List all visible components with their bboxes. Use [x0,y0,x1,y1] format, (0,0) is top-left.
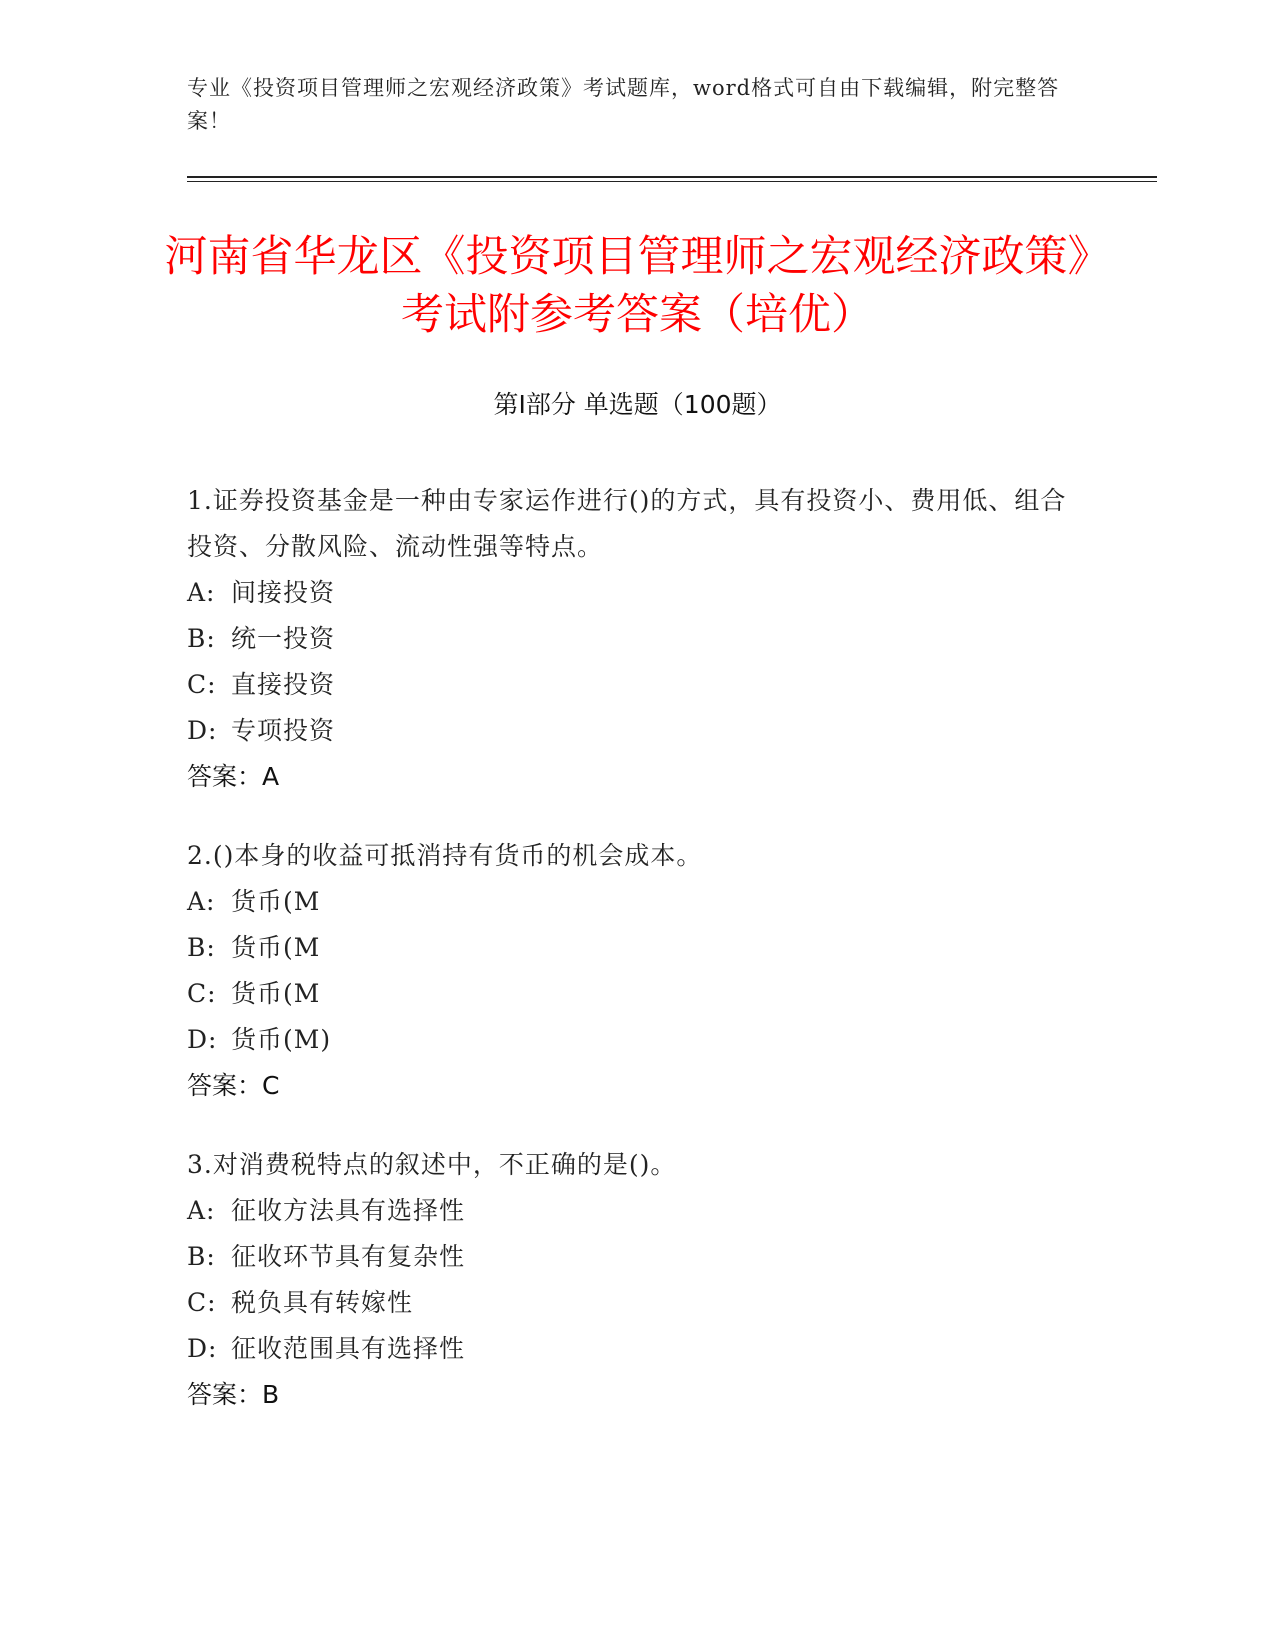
option-letter: B: [187,933,216,962]
option-text: 征收范围具有选择性 [231,1334,466,1363]
option-letter: A: [187,1196,216,1225]
option-text: 货币(M [231,933,321,962]
header-note: 专业《投资项目管理师之宏观经济政策》考试题库，word格式可自由下载编辑，附完整答案！ [187,76,1060,133]
header-divider [187,176,1157,178]
option-c [187,1280,1087,1326]
option-b [187,616,1087,662]
question-stem: 1.证券投资基金是一种由专家运作进行()的方式，具有投资小、费用低、组合投资、分散风险、流动性强等特点。 [187,486,1067,561]
option-c [187,971,1087,1017]
answer-line: 答案：A [187,762,280,791]
option-text: 统一投资 [231,624,336,653]
option-letter: D: [187,1334,218,1363]
option-text: 间接投资 [231,578,336,607]
question-2 [187,833,1087,1109]
option-c [187,662,1087,708]
section-title: 第Ⅰ部分 单选题（100题） [493,390,782,419]
option-letter: C: [187,670,217,699]
option-d [187,1326,1087,1372]
question-3 [187,1142,1087,1418]
option-letter: D: [187,716,218,745]
option-letter: C: [187,979,217,1008]
option-a [187,879,1087,925]
option-d [187,708,1087,754]
question-stem: 3.对消费税特点的叙述中，不正确的是()。 [187,1150,677,1179]
option-text: 直接投资 [231,670,336,699]
answer-line: 答案：C [187,1071,280,1100]
option-text: 税负具有转嫁性 [231,1288,414,1317]
option-d [187,1017,1087,1063]
question-list [187,478,1087,1451]
option-letter: B: [187,1242,216,1271]
option-text: 货币(M [231,887,321,916]
question-1 [187,478,1087,800]
option-text: 专项投资 [231,716,336,745]
answer-line: 答案：B [187,1380,280,1409]
question-stem: 2.()本身的收益可抵消持有货币的机会成本。 [187,841,703,870]
document-title: 河南省华龙区《投资项目管理师之宏观经济政策》考试附参考答案（培优） [164,232,1111,340]
option-text: 征收环节具有复杂性 [231,1242,466,1271]
option-text: 征收方法具有选择性 [231,1196,466,1225]
option-letter: A: [187,887,216,916]
option-letter: B: [187,624,216,653]
option-a [187,1188,1087,1234]
option-a [187,570,1087,616]
option-letter: A: [187,578,216,607]
option-letter: C: [187,1288,217,1317]
option-letter: D: [187,1025,218,1054]
header-divider-thin [187,181,1157,182]
option-text: 货币(M [231,979,321,1008]
option-b [187,1234,1087,1280]
option-b [187,925,1087,971]
option-text: 货币(M) [231,1025,332,1054]
